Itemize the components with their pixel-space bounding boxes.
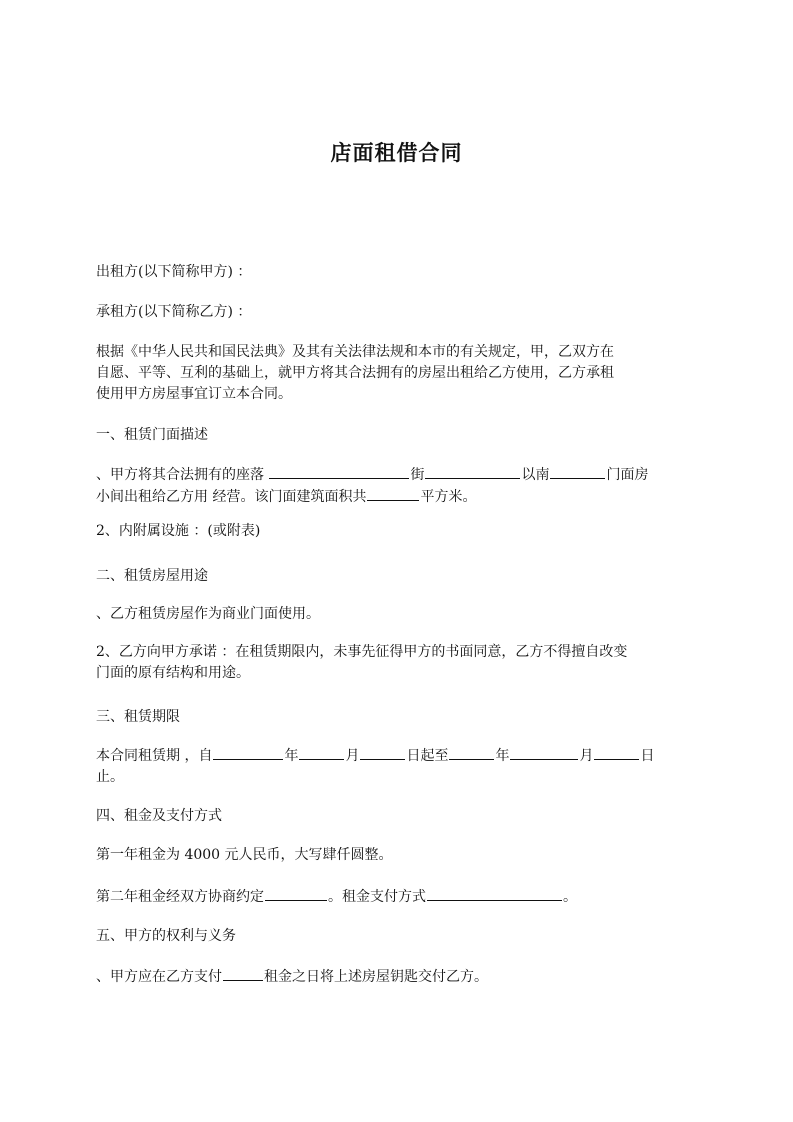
first-year-rent: 第一年租金为 4000 元人民币，大写肆仟圆整。 <box>96 847 393 863</box>
text-segment: 小间出租给乙方用 经营。该门面建筑面积共 <box>96 489 367 505</box>
text-segment: 。 <box>563 889 577 905</box>
text-segment: 月 <box>579 748 594 764</box>
text-segment: 年 <box>495 748 510 764</box>
street-blank[interactable] <box>425 464 520 479</box>
text-segment: 门面的原有结构和用途。 <box>96 665 250 681</box>
text-segment: 止。 <box>96 769 124 785</box>
section-2-heading: 二、租赁房屋用途 <box>96 568 208 584</box>
payment-method-blank[interactable] <box>427 886 562 901</box>
intro-paragraph <box>96 342 706 405</box>
direction-blank[interactable] <box>550 464 605 479</box>
text-segment: 街 <box>410 467 425 483</box>
section-4-heading: 四、租金及支付方式 <box>96 808 222 824</box>
start-year-blank[interactable] <box>213 745 283 760</box>
intro-line-1: 根据《中华人民共和国民法典》及其有关法律法规和本市的有关规定，甲，乙双方在 <box>96 344 614 360</box>
section-2-item-2 <box>96 642 706 684</box>
text-segment: 月 <box>345 748 360 764</box>
location-blank[interactable] <box>269 464 409 479</box>
section-5-item-1 <box>96 966 706 988</box>
intro-line-2: 自愿、平等、互利的基础上，就甲方将其合法拥有的房屋出租给乙方使用，乙方承租 <box>96 365 614 381</box>
intro-line-3: 使用甲方房屋事宜订立本合同。 <box>96 386 292 402</box>
section-1-item-1 <box>96 464 706 508</box>
second-year-rent <box>96 886 706 908</box>
payment-blank[interactable] <box>223 966 263 981</box>
end-day-blank[interactable] <box>594 745 639 760</box>
text-segment: 2、乙方向甲方承诺 ：在租赁期限内，未事先征得甲方的书面同意，乙方不得擅自改变 <box>96 644 628 660</box>
lessor-line: 出租方(以下简称甲方) ： <box>96 264 252 280</box>
second-year-rent-blank[interactable] <box>265 886 327 901</box>
area-blank[interactable] <box>367 486 419 501</box>
section-5-heading: 五、甲方的权利与义务 <box>96 928 236 944</box>
lease-term-paragraph <box>96 745 706 788</box>
text-segment: 年 <box>284 748 299 764</box>
section-2-item-1: 、乙方租赁房屋作为商业门面使用。 <box>96 606 320 622</box>
lessee-line: 承租方(以下简称乙方) ： <box>96 304 252 320</box>
text-segment: 以南 <box>521 467 550 483</box>
document-title: 店面租借合同 <box>330 141 463 165</box>
text-segment: 第二年租金经双方协商约定 <box>96 889 264 905</box>
text-segment: 本合同租赁期 ，自 <box>96 748 213 764</box>
text-segment: 日起至 <box>406 748 449 764</box>
text-segment: 租金之日将上述房屋钥匙交付乙方。 <box>264 969 488 985</box>
text-segment: 、甲方应在乙方支付 <box>96 969 222 985</box>
start-day-blank[interactable] <box>360 745 405 760</box>
text-segment: 。租金支付方式 <box>328 889 426 905</box>
end-year-blank[interactable] <box>449 745 494 760</box>
section-1-heading: 一、租赁门面描述 <box>96 427 208 443</box>
section-3-heading: 三、租赁期限 <box>96 709 180 725</box>
text-segment: 平方米。 <box>420 489 477 505</box>
text-segment: 日 <box>640 748 655 764</box>
text-segment: 门面房 <box>606 467 649 483</box>
section-1-item-2: 2、内附属设施 ：(或附表) <box>96 523 261 539</box>
end-month-blank[interactable] <box>510 745 578 760</box>
text-segment: 、甲方将其合法拥有的座落 <box>96 467 264 483</box>
start-month-blank[interactable] <box>299 745 344 760</box>
